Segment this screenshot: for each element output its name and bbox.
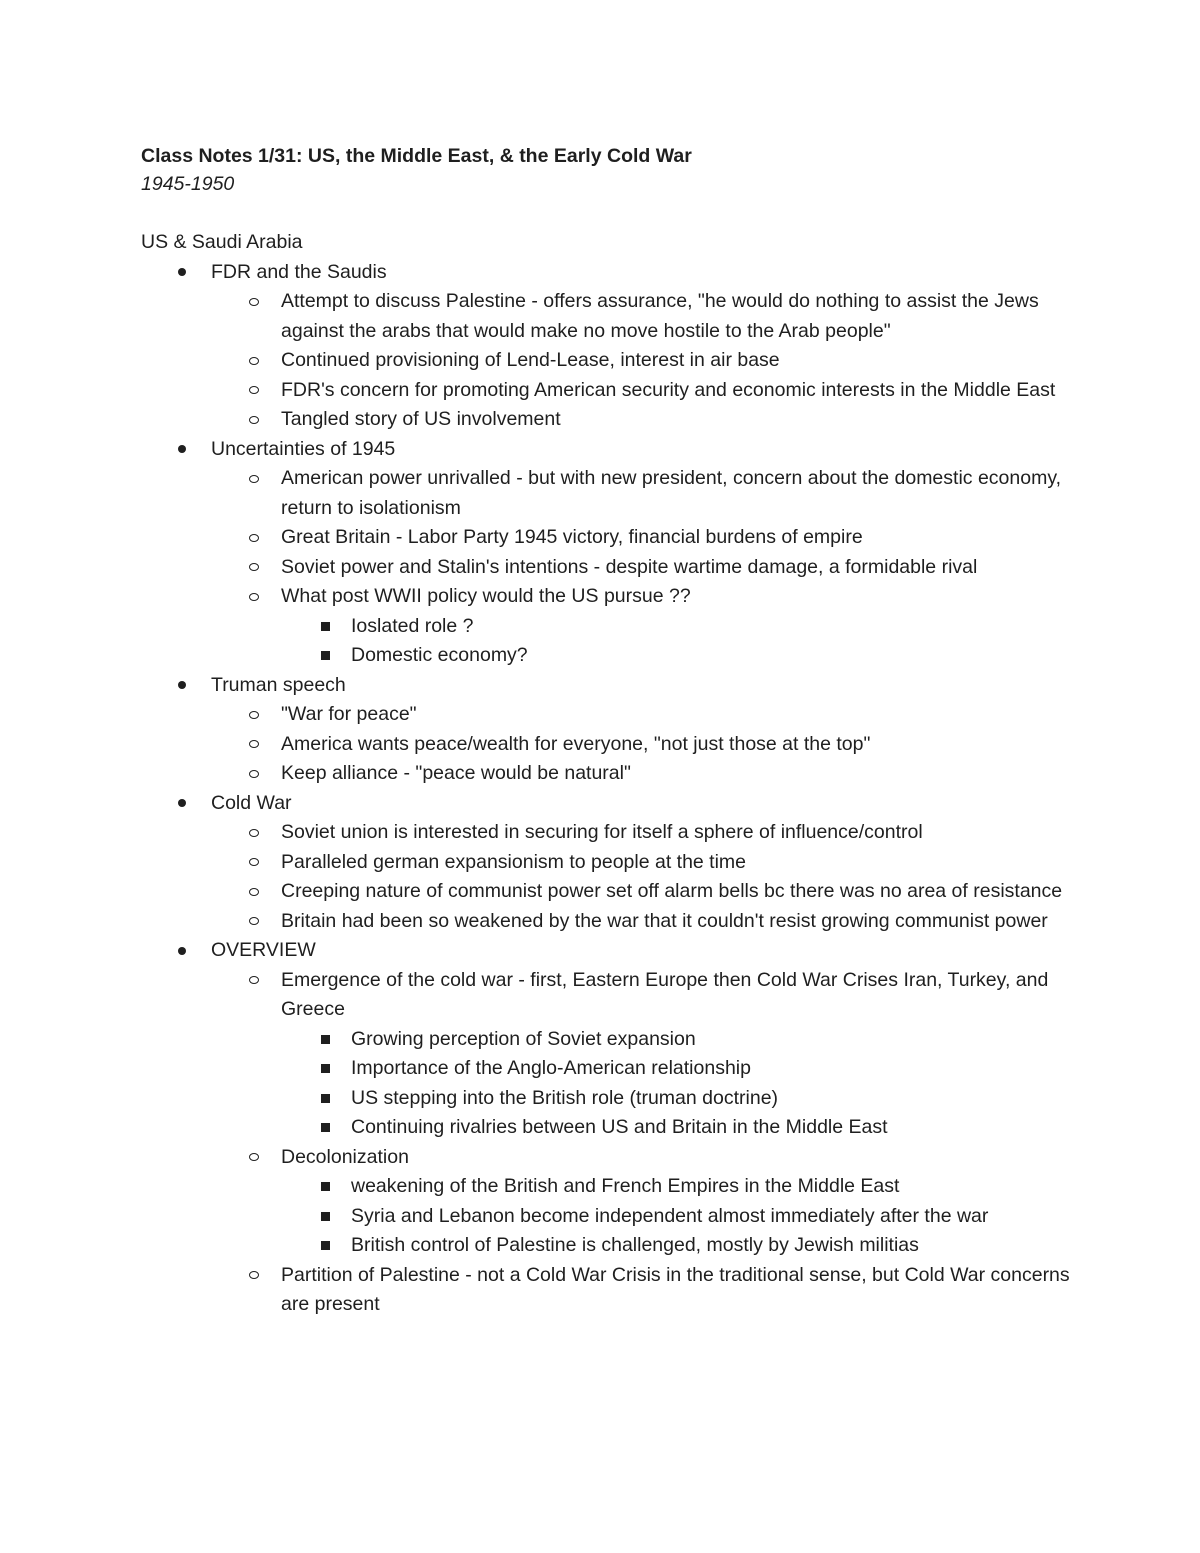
bullet-circle-icon xyxy=(249,1261,259,1291)
sub-item-text: British control of Palestine is challenged, mostly by Jewish militias xyxy=(351,1234,919,1256)
list-item xyxy=(211,966,1100,1143)
bullet-disc-icon xyxy=(178,671,186,701)
bullet-circle-icon xyxy=(249,523,259,553)
list-item xyxy=(281,1231,1100,1261)
list-item xyxy=(211,376,1100,406)
list-item xyxy=(281,1202,1100,1232)
item-text: FDR's concern for promoting American security and economic interests in the Middle East xyxy=(281,378,1056,401)
list-item xyxy=(211,346,1100,376)
item-text: America wants peace/wealth for everyone, "not just those at the top" xyxy=(281,732,871,755)
list-item xyxy=(211,1261,1100,1320)
bullet-circle-icon xyxy=(249,907,259,937)
list-item xyxy=(211,730,1100,760)
list-item xyxy=(281,1025,1100,1055)
sub-item-text: Ioslated role ? xyxy=(351,614,474,637)
list-item xyxy=(211,464,1100,523)
item-text: Creeping nature of communist power set off alarm bells bc there was no area of resistance xyxy=(281,880,1063,902)
bullet-square-icon xyxy=(321,1025,330,1055)
list-item xyxy=(281,1172,1100,1202)
bullet-disc-icon xyxy=(178,936,186,966)
list-item xyxy=(211,287,1100,346)
list-item xyxy=(141,671,1100,789)
list-item xyxy=(211,877,1100,907)
list-item xyxy=(211,848,1100,878)
bullet-square-icon xyxy=(321,1231,330,1261)
topic-label: OVERVIEW xyxy=(211,939,316,961)
list-item xyxy=(281,1054,1100,1084)
item-text: Paralleled german expansionism to people at the time xyxy=(281,850,747,873)
list-item xyxy=(141,789,1100,937)
list-item xyxy=(211,759,1100,789)
sub-item-text: Importance of the Anglo-American relationship xyxy=(351,1057,751,1079)
sub-list xyxy=(211,700,1100,789)
list-item xyxy=(141,936,1100,1320)
sub-sub-list xyxy=(281,612,1100,671)
item-text: Keep alliance - "peace would be natural" xyxy=(281,762,631,784)
item-text: What post WWII policy would the US pursue ?? xyxy=(281,585,691,607)
sub-item-text: Continuing rivalries between US and Britain in the Middle East xyxy=(351,1116,888,1138)
bullet-circle-icon xyxy=(249,1143,259,1173)
topic-list xyxy=(141,258,1100,1320)
item-text: American power unrivalled - but with new president, concern about the domestic economy, return to isolationism xyxy=(281,467,1062,519)
item-text: Emergence of the cold war - first, Eastern Europe then Cold War Crises Iran, Turkey, and Greece xyxy=(281,968,1049,1020)
item-text: "War for peace" xyxy=(281,703,417,725)
bullet-circle-icon xyxy=(249,346,259,376)
sub-item-text: Domestic economy? xyxy=(351,644,528,666)
list-item xyxy=(281,612,1100,642)
list-item xyxy=(141,258,1100,435)
bullet-square-icon xyxy=(321,612,330,642)
list-item xyxy=(211,405,1100,435)
sub-list xyxy=(211,818,1100,936)
bullet-square-icon xyxy=(321,1172,330,1202)
sub-list xyxy=(211,287,1100,435)
list-item xyxy=(211,582,1100,671)
sub-sub-list xyxy=(281,1025,1100,1143)
topic-label: Uncertainties of 1945 xyxy=(211,437,396,460)
item-text: Continued provisioning of Lend-Lease, interest in air base xyxy=(281,349,780,371)
bullet-circle-icon xyxy=(249,848,259,878)
topic-label: Cold War xyxy=(211,791,292,814)
bullet-disc-icon xyxy=(178,435,186,465)
item-text: Partition of Palestine - not a Cold War Crisis in the traditional sense, but Cold War concerns are present xyxy=(281,1263,1070,1315)
list-item xyxy=(211,553,1100,583)
sub-item-text: Growing perception of Soviet expansion xyxy=(351,1027,696,1050)
sub-sub-list xyxy=(281,1172,1100,1261)
sub-item-text: weakening of the British and French Empires in the Middle East xyxy=(351,1175,900,1197)
item-text: Attempt to discuss Palestine - offers assurance, "he would do nothing to assist the Jews against the arabs that would make no move hostile to the Arab people" xyxy=(281,290,1039,342)
sub-list xyxy=(211,966,1100,1320)
bullet-square-icon xyxy=(321,1202,330,1232)
bullet-disc-icon xyxy=(178,789,186,819)
item-text: Britain had been so weakened by the war that it couldn't resist growing communist power xyxy=(281,909,1048,932)
list-item xyxy=(211,523,1100,553)
item-text: Soviet union is interested in securing for itself a sphere of influence/control xyxy=(281,821,923,843)
bullet-circle-icon xyxy=(249,405,259,435)
bullet-square-icon xyxy=(321,1054,330,1084)
bullet-circle-icon xyxy=(249,818,259,848)
section-heading: US & Saudi Arabia xyxy=(141,231,303,253)
bullet-circle-icon xyxy=(249,464,259,494)
bullet-circle-icon xyxy=(249,287,259,317)
bullet-square-icon xyxy=(321,1084,330,1114)
list-item xyxy=(281,1113,1100,1143)
item-text: Soviet power and Stalin's intentions - despite wartime damage, a formidable rival xyxy=(281,555,978,578)
list-item xyxy=(141,435,1100,671)
bullet-circle-icon xyxy=(249,730,259,760)
bullet-circle-icon xyxy=(249,759,259,789)
item-text: Great Britain - Labor Party 1945 victory, financial burdens of empire xyxy=(281,526,863,548)
bullet-disc-icon xyxy=(178,258,186,288)
sub-item-text: Syria and Lebanon become independent almost immediately after the war xyxy=(351,1204,989,1227)
item-text: Decolonization xyxy=(281,1145,409,1168)
page-subtitle: 1945-1950 xyxy=(141,173,235,195)
topic-label: FDR and the Saudis xyxy=(211,260,387,283)
sub-list xyxy=(211,464,1100,671)
topic-label: Truman speech xyxy=(211,673,346,696)
bullet-square-icon xyxy=(321,641,330,671)
bullet-circle-icon xyxy=(249,376,259,406)
list-item xyxy=(281,1084,1100,1114)
list-item xyxy=(211,700,1100,730)
item-text: Tangled story of US involvement xyxy=(281,408,561,430)
bullet-circle-icon xyxy=(249,877,259,907)
bullet-circle-icon xyxy=(249,966,259,996)
list-item xyxy=(211,818,1100,848)
page-title: Class Notes 1/31: US, the Middle East, & the Early Cold War xyxy=(141,145,692,167)
sub-item-text: US stepping into the British role (truman doctrine) xyxy=(351,1086,779,1109)
bullet-circle-icon xyxy=(249,582,259,612)
list-item xyxy=(281,641,1100,671)
bullet-circle-icon xyxy=(249,700,259,730)
list-item xyxy=(211,907,1100,937)
bullet-circle-icon xyxy=(249,553,259,583)
bullet-square-icon xyxy=(321,1113,330,1143)
list-item xyxy=(211,1143,1100,1261)
